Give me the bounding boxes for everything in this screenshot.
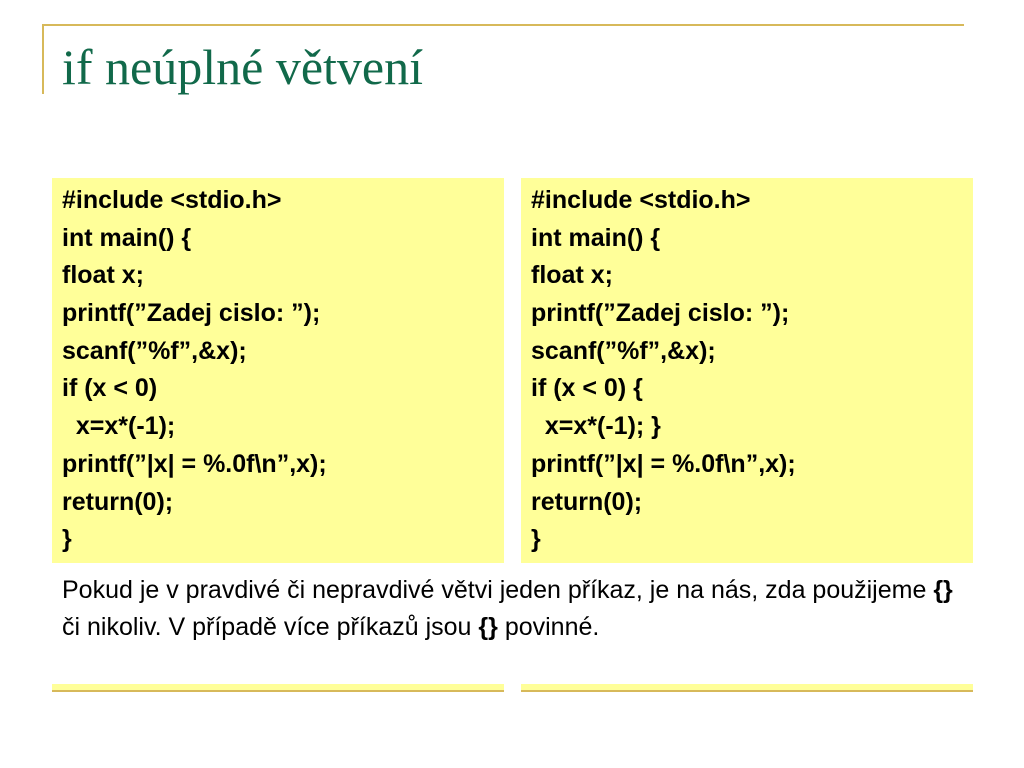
code-line: scanf(”%f”,&x); <box>62 336 247 365</box>
slide-frame-left-line <box>42 24 44 94</box>
code-line: int main() { <box>62 223 192 252</box>
code-line: printf(”Zadej cislo: ”); <box>62 299 321 328</box>
slide-frame-top-line <box>42 24 964 26</box>
decorative-divider <box>521 690 973 692</box>
note-text: Pokud je v pravdivé či nepravdivé větvi jeden příkaz, je na nás, zda použijeme <box>62 576 934 604</box>
slide-title: if neúplné větvení <box>62 39 423 95</box>
code-line: int main() { <box>531 223 661 252</box>
code-line: return(0); <box>531 487 643 516</box>
code-line: } <box>531 525 541 554</box>
note-braces: {} <box>933 576 953 604</box>
note-braces: {} <box>478 613 498 641</box>
code-line: float x; <box>531 261 613 290</box>
code-line: } <box>62 525 72 554</box>
code-line: printf(”Zadej cislo: ”); <box>531 299 790 328</box>
decorative-divider <box>52 690 504 692</box>
code-line: scanf(”%f”,&x); <box>531 336 716 365</box>
code-line: float x; <box>62 261 144 290</box>
code-block-without-braces <box>52 178 504 563</box>
explanation-note <box>52 566 973 684</box>
note-text: povinné. <box>497 613 600 641</box>
code-line: if (x < 0) { <box>531 374 643 403</box>
note-text: či nikoliv. V případě více příkazů jsou <box>62 613 479 641</box>
code-line: x=x*(-1); } <box>531 412 661 441</box>
code-line: printf(”|x| = %.0f\n”,x); <box>62 449 327 478</box>
code-line: return(0); <box>62 487 174 516</box>
code-line: printf(”|x| = %.0f\n”,x); <box>531 449 796 478</box>
code-line: #include <stdio.h> <box>62 186 282 214</box>
code-line: #include <stdio.h> <box>531 186 751 214</box>
code-line: x=x*(-1); <box>62 412 176 441</box>
code-line: if (x < 0) <box>62 374 158 403</box>
code-block-with-braces <box>521 178 973 563</box>
